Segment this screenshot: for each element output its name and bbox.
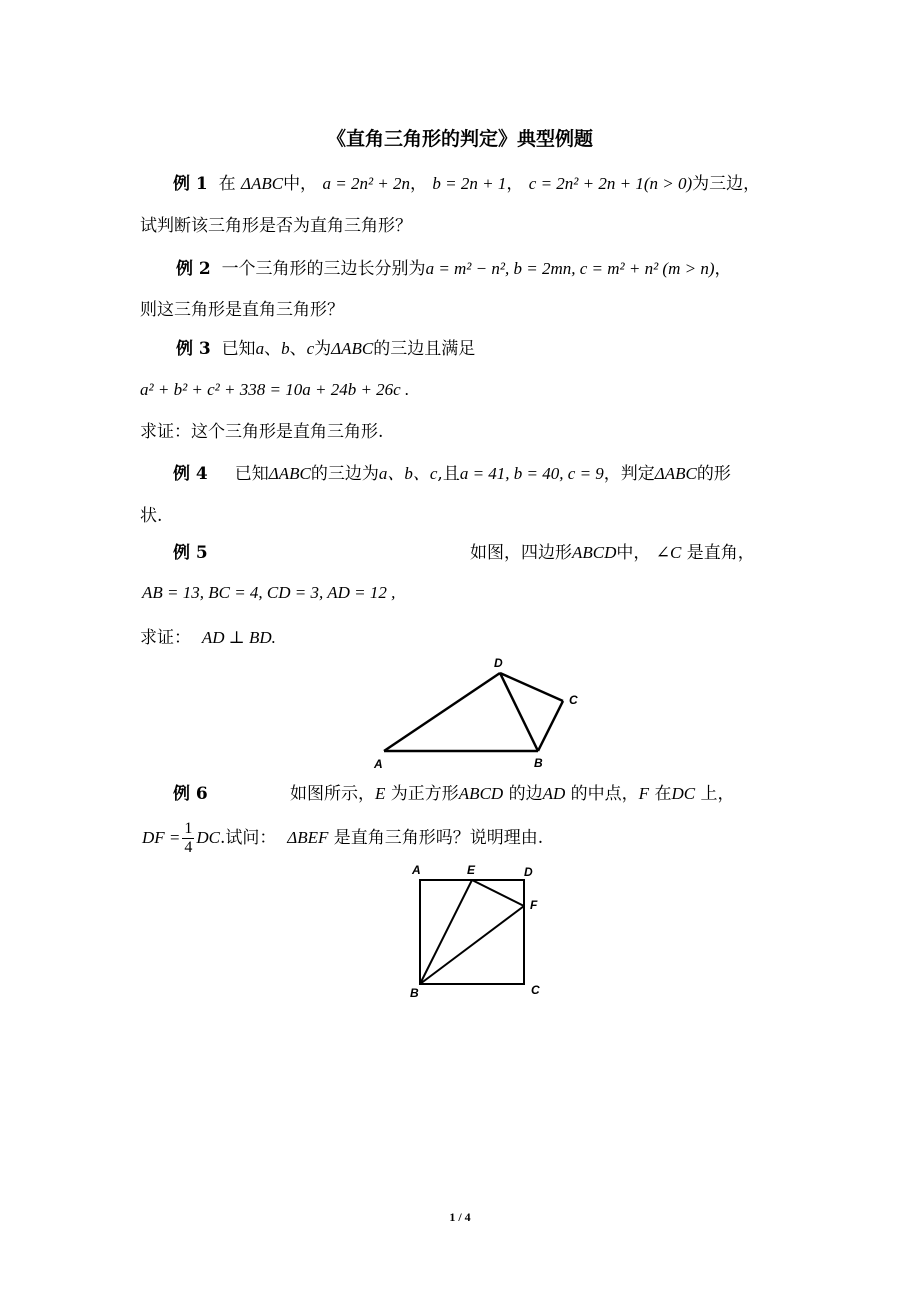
equation-rhs: DC bbox=[196, 828, 221, 847]
label-a: A bbox=[412, 863, 421, 877]
square-figure bbox=[400, 856, 560, 1004]
fraction bbox=[182, 820, 194, 857]
equation-a: a = 2n² + 2n bbox=[322, 174, 411, 193]
equation: AD ⊥ BD. bbox=[201, 628, 276, 647]
text: 的形 bbox=[696, 464, 731, 484]
text: 的三边为 bbox=[310, 464, 379, 484]
example-4-label: 例 4 bbox=[173, 464, 208, 484]
example-5-line-3 bbox=[140, 626, 276, 650]
text: ， bbox=[714, 259, 732, 279]
example-6-line-2 bbox=[142, 818, 543, 858]
sides: a、b、c bbox=[378, 464, 438, 483]
point-e: E bbox=[375, 784, 386, 803]
text: 如图所示， bbox=[290, 784, 375, 804]
square-abcd bbox=[420, 880, 524, 984]
example-6-line-1 bbox=[290, 782, 735, 806]
example-2-label: 例 2 bbox=[176, 259, 211, 279]
side-dc: DC bbox=[671, 784, 696, 803]
text: 的边 bbox=[508, 784, 543, 804]
text: ,且 bbox=[437, 464, 460, 484]
page-title: 《直角三角形的判定》典型例题 bbox=[326, 128, 593, 150]
equation-b: b = 2n + 1 bbox=[432, 174, 507, 193]
page-number: 1 / 4 bbox=[449, 1210, 471, 1224]
triangle-name: ΔABC bbox=[331, 339, 374, 358]
text: 、 bbox=[289, 339, 307, 359]
text: 是直角， bbox=[686, 543, 755, 563]
example-5-label: 例 5 bbox=[173, 543, 208, 563]
example-5-line-1 bbox=[470, 541, 755, 565]
example-3-line-3: 求证：这个三角形是直角三角形. bbox=[140, 422, 384, 442]
example-1-line-2: 试判断该三角形是否为直角三角形？ bbox=[140, 216, 412, 236]
text: 的中点， bbox=[570, 784, 639, 804]
text: 在 bbox=[654, 784, 672, 804]
quad-name: ABCD bbox=[572, 543, 617, 562]
triangle-name: ΔABC bbox=[240, 174, 284, 193]
example-2-line-2: 则这三角形是直角三角形？ bbox=[140, 300, 344, 320]
text: .试问： bbox=[220, 828, 277, 848]
var-a: a bbox=[255, 339, 265, 358]
text: 、 bbox=[264, 339, 282, 359]
label-b: B bbox=[534, 756, 543, 770]
triangle-name: ΔABC bbox=[654, 464, 697, 483]
example-4-line-1 bbox=[173, 462, 731, 486]
text: 是直角三角形吗？说明理由. bbox=[333, 828, 544, 848]
square-lines bbox=[420, 880, 524, 984]
segment-db bbox=[500, 673, 538, 751]
label-d: D bbox=[494, 656, 503, 670]
text: 在 bbox=[218, 174, 236, 194]
example-2-line-1 bbox=[176, 257, 732, 281]
triangle-name: ΔBEF bbox=[287, 828, 329, 847]
text: ，判定 bbox=[603, 464, 655, 484]
text: 一个三角形的三边长分别为 bbox=[221, 259, 426, 279]
fraction-numerator: 1 bbox=[184, 820, 193, 837]
equation: a = m² − n², b = 2mn, c = m² + n² (m > n) bbox=[425, 259, 715, 278]
quad-name: ABCD bbox=[458, 784, 504, 803]
segment-ef bbox=[472, 880, 524, 906]
segment-ad bbox=[384, 673, 500, 751]
var-c: c bbox=[306, 339, 315, 358]
example-1-line-1: 例 1 在 ΔABC中， a = 2n² + 2n， b = 2n + 1， c = 2n² + 2n + 1(n > 0)为三边， bbox=[173, 174, 761, 194]
label-f: F bbox=[530, 898, 538, 912]
example-1-label: 例 1 bbox=[173, 174, 208, 194]
label-d: D bbox=[524, 865, 533, 879]
example-3-equation: a² + b² + c² + 338 = 10a + 24b + 26c . bbox=[140, 380, 410, 399]
text: 中， bbox=[616, 543, 651, 563]
equation: a = 41, b = 40, c = 9 bbox=[459, 464, 604, 483]
quadrilateral-figure bbox=[360, 652, 590, 774]
text: 为三边， bbox=[692, 174, 761, 194]
var-b: b bbox=[281, 339, 290, 358]
example-3-label: 例 3 bbox=[176, 339, 211, 359]
label-c: C bbox=[531, 983, 540, 997]
example-6-label: 例 6 bbox=[173, 784, 208, 804]
triangle-name: ΔABC bbox=[268, 464, 311, 483]
label-c: C bbox=[569, 693, 578, 707]
point-f: F bbox=[638, 784, 650, 803]
text: 的三边且满足 bbox=[373, 339, 476, 359]
text: 中， bbox=[283, 174, 318, 194]
segment-bf bbox=[420, 906, 524, 984]
segment-dc bbox=[500, 673, 563, 701]
text: 为正方形 bbox=[390, 784, 459, 804]
angle-c: ∠C bbox=[655, 543, 682, 562]
label-e: E bbox=[467, 863, 476, 877]
segment-cb bbox=[538, 701, 563, 751]
quadrilateral-lines bbox=[384, 673, 563, 751]
text: 如图，四边形 bbox=[470, 543, 572, 563]
text: 已知 bbox=[234, 464, 269, 484]
label-b: B bbox=[410, 986, 419, 1000]
equation-c: c = 2n² + 2n + 1(n > 0) bbox=[528, 174, 693, 193]
label-a: A bbox=[374, 757, 383, 771]
segment-be bbox=[420, 880, 472, 984]
fraction-denominator: 4 bbox=[184, 839, 193, 856]
text: 求证： bbox=[140, 628, 191, 648]
text: 为 bbox=[314, 339, 332, 359]
example-3-line-1 bbox=[176, 337, 475, 361]
example-4-line-2: 状. bbox=[140, 506, 163, 526]
equation-lhs: DF = bbox=[142, 828, 181, 847]
text: 上， bbox=[700, 784, 735, 804]
side-ad: AD bbox=[542, 784, 566, 803]
example-5-equation: AB = 13, BC = 4, CD = 3, AD = 12 , bbox=[142, 583, 396, 602]
text: 已知 bbox=[221, 339, 256, 359]
